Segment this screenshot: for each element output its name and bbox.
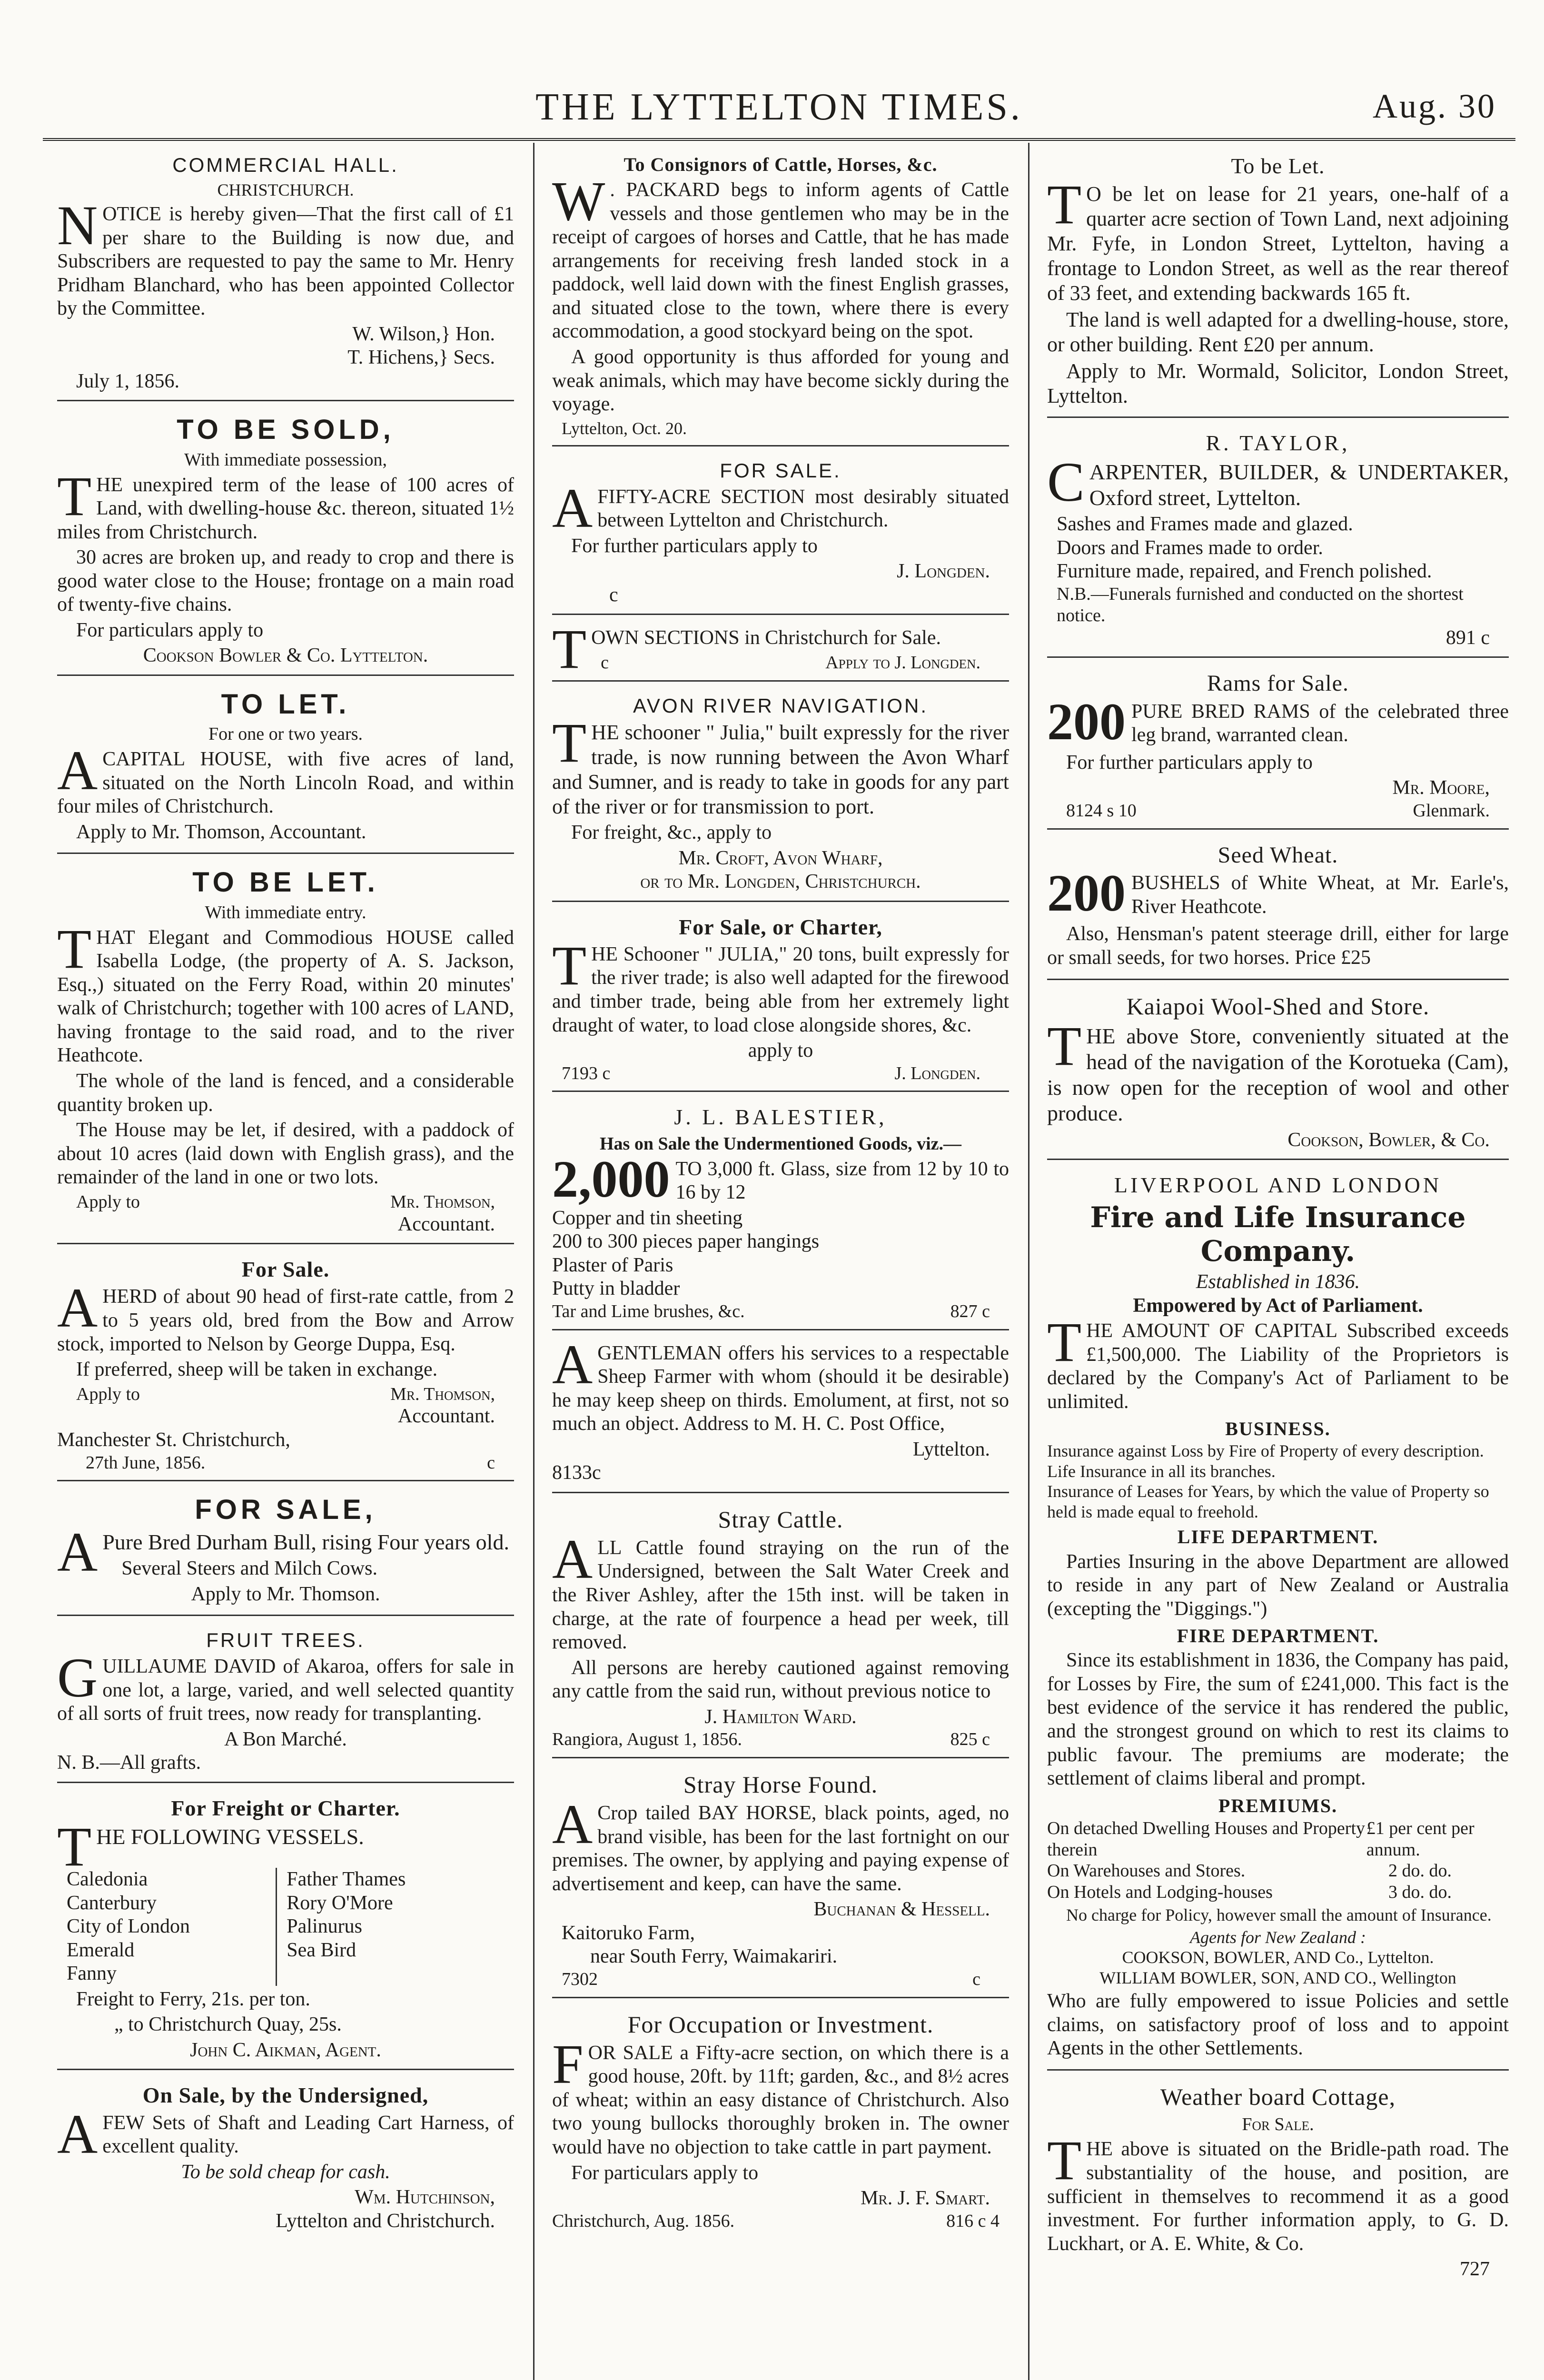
ad-isabella-lodge (57, 861, 514, 1244)
ad-fruit-trees (57, 1623, 514, 1783)
ad-weatherboard-cottage (1047, 2077, 1509, 2288)
ad-agent: Mr. Croft, Avon Wharf, (678, 847, 883, 869)
ad-body: CAPITAL HOUSE, with five acres of land, situated on the North Lincoln Road, and within four miles of Christchurch. (57, 748, 514, 818)
ad-ref: 891 c (1445, 626, 1490, 649)
vessel-name: City of London (57, 1915, 277, 1939)
ad-body: 30 acres are broken up, and ready to crop and there is good water close to the House; frontage on a main road of twenty-five chains. (57, 546, 514, 616)
ad-apply: For freight, &c., apply to (571, 821, 772, 843)
ad-agent-title: Accountant. (397, 1405, 495, 1428)
vessel-list (57, 1868, 514, 1986)
ad-body: OR SALE a Fifty-acre section, on which there is a good house, 20ft. by 11ft; garden, &c., and 8½ acres of wheat; within an easy distance of Christchurch. Also two young bullocks thoroughly broken in. The owner would have no objection to take cattle in part payment. (552, 2042, 1009, 2158)
goods-item: Tar and Lime brushes, &c. (552, 1301, 745, 1321)
ad-apply: Apply to Mr. Thomson. (191, 1583, 380, 1605)
drop-cap: T (57, 1815, 92, 1878)
ad-closing: Who are fully empowered to issue Policies and settle claims, on satisfactory proof of loss and to appoint Agents in the other Settlements. (1047, 1990, 1509, 2060)
ad-body: OTICE is hereby given—That the first call of £1 per share to the Building is now due, and Subscribers are requested to pay the same to Mr. Henry Pridham Blanchard, who has been appointed Collector by the Committee. (57, 203, 514, 320)
ad-ref: c (601, 652, 609, 673)
ad-apply: For particulars apply to (76, 619, 264, 641)
ad-heading: TO LET. (221, 689, 350, 720)
ad-kaiapoi (1047, 987, 1509, 1160)
drop-cap: A (552, 1793, 593, 1856)
premium-label: On detached Dwelling Houses and Property therein (1047, 1818, 1366, 1860)
ad-ref: 8133c (552, 1462, 601, 1484)
ad-heading: Stray Horse Found. (683, 1771, 878, 1798)
ad-ref: 827 c (950, 1301, 990, 1321)
ad-fifty-acre (552, 453, 1009, 615)
ad-date: 27th June, 1856. (86, 1452, 206, 1473)
service-item: N.B.—Funerals furnished and conducted on the shortest notice. (1057, 584, 1464, 625)
ad-body: LL Cattle found straying on the run of the Undersigned, between the Salt Water Creek and the River Ashley, after the 15th inst. will be taken in charge, at the rate of fourpence a head per week, till removed. (552, 1537, 1009, 1654)
ad-body: BUSHELS of White Wheat, at Mr. Earle's, River Heathcote. (1131, 872, 1509, 918)
drop-cap: A (57, 739, 98, 802)
ad-apply: Apply to Mr. Thomson, Accountant. (76, 821, 366, 843)
ad-harness (57, 2077, 514, 2240)
ad-body: HAT Elegant and Commodious HOUSE called Isabella Lodge, (the property of A. S. Jackson, Esq.,) situated on the Ferry Road, within 20 minutes' walk of Christchurch; together with 100 acres of LAND, having frontage to the said road, and to the river Heathcote. (57, 926, 514, 1067)
ad-heading: R. TAYLOR, (1206, 431, 1350, 456)
ad-stray-horse (552, 1765, 1009, 1998)
ad-place: CHRISTCHURCH. (217, 180, 354, 199)
ad-apply: Apply to (76, 1191, 140, 1212)
drop-cap: T (57, 465, 92, 527)
ad-place: Glenmark. (1413, 800, 1490, 821)
ad-ref: 727 (1460, 2258, 1490, 2281)
ad-ref: 816 c 4 (946, 2211, 1000, 2231)
ad-body: HE AMOUNT OF CAPITAL Subscribed exceeds £1,500,000. The Liability of the Proprietors is declared by the Company's Act of Parliament to be unlimited. (1047, 1320, 1509, 1413)
ad-body: HE above is situated on the Bridle-path road. The substantiality of the house, and position, are sufficient in themselves to recommend it as a good investment. For further information apply, to G. D. Luckhart, or A. E. White, & Co. (1047, 2138, 1509, 2255)
ad-body: OWN SECTIONS in Christchurch for Sale. (591, 627, 941, 649)
ad-agent: Mr. Thomson, (390, 1384, 495, 1404)
ad-liverpool-london (1047, 1167, 1509, 2071)
ad-stray-cattle (552, 1500, 1009, 1758)
ad-ref: 8124 s 10 (1066, 800, 1137, 821)
ad-agent-place: Lyttelton and Christchurch. (276, 2210, 495, 2232)
masthead (43, 86, 1515, 138)
ad-address: Kaitoruko Farm, (562, 1922, 695, 1944)
ad-heading: Weather board Cottage, (1160, 2083, 1396, 2110)
ad-to-be-sold (57, 408, 514, 676)
ad-body: The land is well adapted for a dwelling-house, store, or other building. Rent £20 per annum. (1047, 307, 1509, 356)
quantity-figure: 2,000 (552, 1150, 670, 1208)
drop-cap: T (1047, 173, 1082, 236)
ad-heading: Rams for Sale. (1207, 671, 1349, 696)
ad-body: HE Schooner " JULIA," 20 tons, built expressly for the river trade; is also well adapted for the firewood and timber trade, being able from her extremely light draught of water, to load close alongside shores, &c. (552, 943, 1009, 1036)
ad-durham-bull (57, 1488, 514, 1616)
ad-heading: TO BE SOLD, (177, 414, 395, 446)
ad-commercial-hall (57, 148, 514, 401)
ad-body: Also, Hensman's patent steerage drill, either for large or small seeds, for two horses. Price £25 (1047, 923, 1509, 969)
drop-cap: T (57, 917, 92, 980)
ad-ref: c (972, 1969, 980, 1989)
ad-ref: c (487, 1452, 495, 1473)
service-item: Doors and Frames made to order. (1057, 536, 1323, 559)
premium-rate: 3 do. do. (1388, 1882, 1452, 1903)
ad-heading: FRUIT TREES. (206, 1629, 365, 1652)
signature: W. Wilson,} Hon. (352, 323, 495, 345)
ad-lead: HE FOLLOWING VESSELS. (96, 1824, 364, 1849)
section-heading: LIFE DEPARTMENT. (1177, 1526, 1379, 1548)
drop-cap: T (552, 618, 587, 681)
ad-heading: On Sale, by the Undersigned, (142, 2083, 429, 2108)
ad-rams (1047, 664, 1509, 830)
ad-heading: Kaiapoi Wool-Shed and Store. (1126, 992, 1430, 1020)
ad-balestier (552, 1099, 1009, 1330)
section-heading: BUSINESS. (1225, 1418, 1331, 1440)
column-2 (538, 148, 1023, 2380)
ad-body: A good opportunity is thus afforded for young and weak animals, which may have become sickly during the voyage. (552, 346, 1009, 416)
service-item: Sashes and Frames made and glazed. (1057, 513, 1353, 536)
ad-heading: LIVERPOOL AND LONDON (1114, 1173, 1442, 1198)
ad-gentleman (552, 1333, 1009, 1493)
ad-body: Parties Insuring in the above Department are allowed to reside in any part of New Zealand or Australia (excepting the "Diggings.") (1047, 1550, 1509, 1620)
ad-agent: Mr. Thomson, (390, 1191, 495, 1212)
goods-item: Copper and tin sheeting (552, 1207, 743, 1229)
quantity-figure: 200 (1047, 864, 1126, 922)
ad-to-be-let-lyttelton (1047, 148, 1509, 418)
vessel-name: Sea Bird (287, 1939, 356, 1961)
ad-heading: TO BE LET. (192, 867, 379, 898)
ad-heading: AVON RIVER NAVIGATION. (633, 694, 929, 717)
drop-cap: G (57, 1646, 98, 1709)
ad-heading: Stray Cattle. (718, 1506, 843, 1533)
business-item: Life Insurance in all its branches. (1047, 1461, 1276, 1481)
ad-heading: FOR SALE, (195, 1494, 376, 1526)
vessel-name: Canterbury (57, 1892, 277, 1915)
agent-line: WILLIAM BOWLER, SON, AND CO., Wellington (1099, 1968, 1456, 1987)
quantity-figure: 200 (1047, 692, 1126, 751)
ad-agent: John C. Aikman, Agent. (190, 2039, 381, 2061)
premium-note: No charge for Policy, however small the amount of Insurance. (1066, 1905, 1492, 1925)
premium-row (1047, 1882, 1509, 1903)
ad-body: O be let on lease for 21 years, one-half of a quarter acre section of Town Land, next adjoining Mr. Fyfe, in London Street, Lyttelton, having a frontage to London Street, as well as the rear thereof of 33 feet, and extending backwards 165 ft. (1047, 182, 1509, 305)
ad-ref: 825 c (950, 1729, 990, 1750)
ad-heading: To be Let. (1231, 154, 1325, 178)
ad-body: TO 3,000 ft. Glass, size from 12 by 10 to 16 by 12 (675, 1158, 1009, 1204)
ad-heading: For Sale. (241, 1257, 330, 1282)
masthead-rule (43, 138, 1515, 141)
ad-address: Manchester St. Christchurch, (57, 1428, 290, 1451)
ad-heading: COMMERCIAL HALL. (172, 154, 399, 176)
ad-body: The House may be let, if desired, with a paddock of about 10 acres (laid down with English grass), and the remainder of the land in one or two lots. (57, 1119, 514, 1189)
ad-agent: or to Mr. Longden, Christchurch. (640, 871, 921, 893)
drop-cap: N (57, 194, 98, 257)
premium-rate: £1 per cent per annum. (1366, 1818, 1475, 1860)
ad-agent: Cookson, Bowler, & Co. (1287, 1129, 1490, 1151)
premium-label: On Hotels and Lodging-houses (1047, 1882, 1273, 1903)
ad-note: N. B.—All grafts. (57, 1752, 201, 1774)
goods-item: 200 to 300 pieces paper hangings (552, 1230, 820, 1253)
ad-taylor (1047, 425, 1509, 658)
ad-heading: For Sale, or Charter, (679, 914, 882, 939)
drop-cap: C (1047, 450, 1085, 513)
ad-body: Apply to Mr. Wormald, Solicitor, London Street, Lyttelton. (1047, 359, 1509, 407)
agent-line: COOKSON, BOWLER, AND Co., Lyttelton. (1122, 1948, 1434, 1967)
ad-body: ARPENTER, BUILDER, & UNDERTAKER, Oxford street, Lyttelton. (1089, 459, 1509, 510)
premium-row (1047, 1860, 1509, 1882)
freight-rate: „ to Christchurch Quay, 25s. (114, 2013, 342, 2036)
premium-rate: 2 do. do. (1388, 1861, 1452, 1881)
ad-body: HE unexpired term of the lease of 100 acres of Land, with dwelling-house &c. thereon, situated 1½ miles from Christchurch. (57, 474, 514, 543)
ad-agent: A Bon Marché. (224, 1728, 347, 1750)
ad-agent: Wm. Hutchinson, (355, 2186, 495, 2209)
premium-row (1047, 1818, 1509, 1861)
ad-body: If preferred, sheep will be taken in exchange. (76, 1359, 438, 1381)
ad-heading: To Consignors of Cattle, Horses, &c. (624, 154, 938, 175)
drop-cap: W (552, 170, 605, 233)
drop-cap: A (552, 1333, 593, 1396)
ad-heading: For Freight or Charter. (171, 1795, 400, 1820)
drop-cap: A (57, 2102, 98, 2165)
column-rule (533, 143, 534, 2380)
drop-cap: T (1047, 1311, 1082, 1374)
newspaper-title: THE LYTTELTON TIMES. (535, 86, 1023, 128)
ad-subheading: With immediate possession, (184, 449, 387, 470)
company-name: Fire and Life Insurance Company. (1090, 1201, 1466, 1269)
ad-date: Rangiora, August 1, 1856. (552, 1729, 742, 1750)
ad-town-sections (552, 618, 1009, 681)
business-item: Insurance of Leases for Years, by which the value of Property so held is made equal to freehold. (1047, 1482, 1489, 1521)
drop-cap: A (57, 1277, 98, 1339)
vessel-name: Emerald (57, 1939, 277, 1963)
ad-ref: 7193 c (562, 1063, 611, 1083)
ad-address: near South Ferry, Waimakariri. (590, 1945, 838, 1968)
ad-body: Several Steers and Milch Cows. (121, 1557, 377, 1580)
ad-packard (552, 148, 1009, 446)
ad-date: July 1, 1856. (76, 370, 180, 392)
ad-body: UILLAUME DAVID of Akaroa, offers for sale in one lot, a large, varied, and well selected quantity of all sorts of fruit trees, now ready for transplanting. (57, 1655, 514, 1725)
ad-place: Lyttelton. (912, 1438, 990, 1460)
drop-cap: A (552, 1527, 593, 1590)
ad-occupation-investment (552, 2005, 1009, 2239)
ad-apply: Apply to J. Longden. (825, 652, 980, 673)
ad-avon-navigation (552, 688, 1009, 902)
ad-body: Pure Bred Durham Bull, rising Four years old. (102, 1529, 509, 1554)
ad-body: The whole of the land is fenced, and a considerable quantity broken up. (57, 1070, 514, 1116)
ad-date: Lyttelton, Oct. 20. (562, 418, 687, 438)
drop-cap: F (552, 2033, 584, 2095)
business-item: Insurance against Loss by Fire of Property of every description. (1047, 1441, 1484, 1461)
vessel-name: Palinurus (287, 1915, 362, 1938)
ad-apply: For further particulars apply to (1066, 751, 1313, 774)
premium-label: On Warehouses and Stores. (1047, 1861, 1246, 1881)
ad-body: . PACKARD begs to inform agents of Cattle vessels and those gentlemen who may be in the receipt of cargoes of horses and Cattle, that he has made arrangements for receiving fresh landed stock in a paddock, well laid down with the finest English grasses, and situated close to the town, where there is every accommodation, a good stockyard being on the spot. (552, 179, 1009, 343)
ad-herd-for-sale (57, 1251, 514, 1481)
ad-body: PURE BRED RAMS of the celebrated three leg brand, warranted clean. (1131, 700, 1509, 746)
ad-apply: For particulars apply to (571, 2162, 759, 2184)
ad-apply: apply to (748, 1040, 813, 1062)
ad-body: HERD of about 90 head of first-rate cattle, from 2 to 5 years old, bred from the Bow and Arrow stock, imported to Nelson by George Duppa, Esq. (57, 1286, 514, 1355)
ad-freight-charter (57, 1790, 514, 2071)
ad-body: GENTLEMAN offers his services to a respectable Sheep Farmer with whom (should it be desirable) he may keep sheep on thirds. Emolument, at first, not so much an object. Address to M. H. C. Post Office, (552, 1342, 1009, 1435)
drop-cap: T (1047, 2129, 1082, 2192)
ad-agent: J. Longden. (894, 1063, 980, 1083)
goods-item: Putty in bladder (552, 1278, 680, 1300)
section-heading: PREMIUMS. (1218, 1795, 1338, 1816)
ad-subheading: For Sale. (1242, 2114, 1314, 2134)
drop-cap: T (552, 712, 587, 774)
ad-ref: c (609, 584, 618, 606)
drop-cap: A (57, 1520, 98, 1583)
ad-date: Christchurch, Aug. 1856. (552, 2211, 735, 2231)
ad-body: FEW Sets of Shaft and Leading Cart Harness, of excellent quality. (102, 2112, 514, 2158)
agents-heading: Agents for New Zealand : (1190, 1927, 1366, 1947)
ad-ref: 7302 (562, 1969, 598, 1989)
signature: T. Hichens,} Secs. (347, 347, 495, 369)
drop-cap: T (552, 934, 587, 997)
drop-cap: A (552, 476, 593, 539)
ad-agent: Mr. J. F. Smart. (861, 2187, 990, 2210)
ad-agent: J. Longden. (897, 560, 990, 583)
service-item: Furniture made, repaired, and French polished. (1057, 560, 1432, 583)
ad-apply: For further particulars apply to (571, 535, 818, 557)
ad-body: All persons are hereby cautioned against removing any cattle from the said run, without previous notice to (552, 1656, 1009, 1703)
vessel-name: Fanny (57, 1962, 277, 1986)
ad-body: Crop tailed BAY HORSE, black points, aged, no brand visible, has been for the last fortnight on our premises. The owner, by applying and paying expense of advertisement and keep, can have the same. (552, 1802, 1009, 1895)
ad-agent: J. Hamilton Ward. (704, 1706, 857, 1728)
ad-subheading: Has on Sale the Undermentioned Goods, viz.— (599, 1133, 962, 1154)
ad-note: To be sold cheap for cash. (181, 2161, 390, 2183)
vessel-name: Caledonia (57, 1868, 277, 1892)
ad-to-let (57, 683, 514, 854)
vessel-name: Father Thames (287, 1868, 406, 1890)
vessel-name: Rory O'More (287, 1892, 393, 1914)
ad-agent-title: Accountant. (397, 1213, 495, 1235)
ad-body: HE schooner " Julia," built expressly for the river trade, is now running between the Avon Wharf and Sumner, and is ready to take in goods for any part of the river or for transmission to port. (552, 721, 1009, 819)
ad-heading: J. L. BALESTIER, (674, 1105, 887, 1130)
ad-heading: Seed Wheat. (1217, 842, 1338, 868)
ad-body: Since its establishment in 1836, the Company has paid, for Losses by Fire, the sum of £241,000. This fact is the best evidence of the service it has rendered the public, and the strongest ground on which to rest its claims to public favour. The premiums are moderate; the settlement of claims liberal and prompt. (1047, 1649, 1509, 1790)
column-1 (43, 148, 528, 2380)
ad-heading: For Occupation or Investment. (627, 2011, 934, 2038)
ad-apply: Apply to (76, 1384, 140, 1404)
ad-seed-wheat (1047, 836, 1509, 980)
issue-date: Aug. 30 (1373, 87, 1496, 125)
ad-subheading: With immediate entry. (205, 902, 366, 922)
column-3 (1033, 148, 1523, 2380)
ad-agent: Cookson Bowler & Co. Lyttelton. (143, 645, 428, 667)
section-heading: FIRE DEPARTMENT. (1177, 1625, 1379, 1647)
empowered: Empowered by Act of Parliament. (1133, 1294, 1423, 1317)
ad-agent: Mr. Moore, (1392, 777, 1490, 799)
drop-cap: T (1047, 1014, 1082, 1077)
ad-body: HE above Store, conveniently situated at the head of the navigation of the Korotueka (Cam), is now open for the reception of wool and other produce. (1047, 1023, 1509, 1126)
goods-item: Plaster of Paris (552, 1254, 673, 1276)
established: Established in 1836. (1196, 1270, 1360, 1293)
ad-subheading: For one or two years. (208, 724, 363, 744)
ad-agent: Buchanan & Hessell. (813, 1898, 990, 1921)
freight-rate: Freight to Ferry, 21s. per ton. (76, 1988, 310, 2010)
ad-julia-charter (552, 909, 1009, 1092)
column-rule (1028, 143, 1029, 2380)
ad-heading: FOR SALE. (720, 459, 841, 482)
ad-body: FIFTY-ACRE SECTION most desirably situated between Lyttelton and Christchurch. (597, 486, 1009, 532)
